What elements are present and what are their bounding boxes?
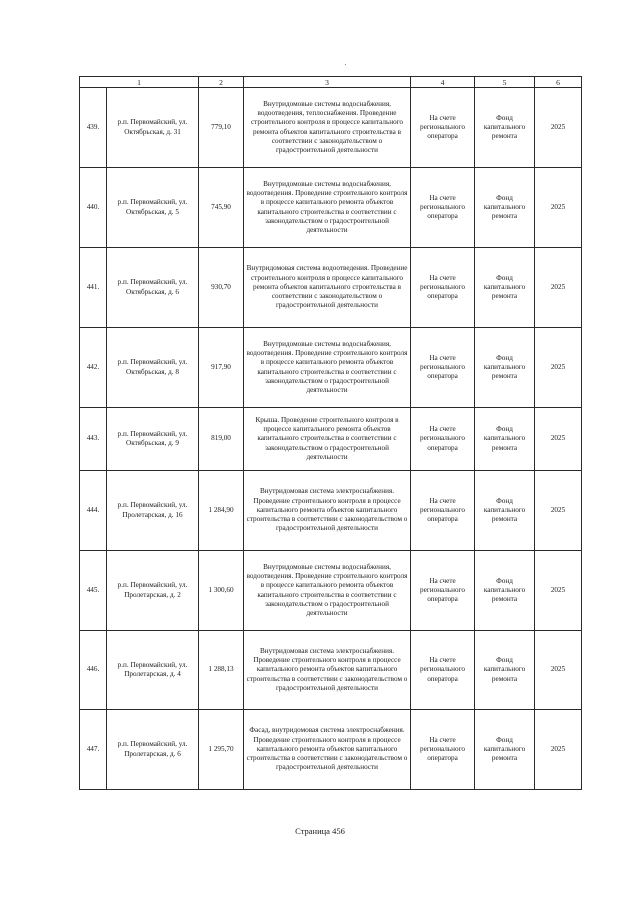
row-number: 441. (80, 248, 107, 328)
funding-source-cell: Фонд капитального ремонта (475, 471, 535, 551)
year-cell: 2025 (535, 710, 582, 790)
scan-speck (345, 64, 346, 65)
row-number: 445. (80, 551, 107, 631)
address-cell: р.п. Первомайский, ул. Октябрьская, д. 5 (107, 168, 199, 248)
header-cell: 6 (535, 77, 582, 88)
area-cell: 1 295,70 (199, 710, 244, 790)
area-cell: 1 284,90 (199, 471, 244, 551)
repair-program-table (79, 76, 582, 790)
table-row (80, 551, 582, 631)
area-cell: 779,10 (199, 88, 244, 168)
row-number: 443. (80, 408, 107, 471)
header-cell: 3 (244, 77, 411, 88)
account-cell: На счете регионального оператора (411, 328, 475, 408)
address-cell: р.п. Первомайский, ул. Октябрьская, д. 6 (107, 248, 199, 328)
address-cell: р.п. Первомайский, ул. Пролетарская, д. 16 (107, 471, 199, 551)
year-cell: 2025 (535, 408, 582, 471)
page-number: Страница 456 (295, 826, 345, 836)
area-cell: 819,00 (199, 408, 244, 471)
area-cell: 1 288,13 (199, 631, 244, 710)
account-cell: На счете регионального оператора (411, 471, 475, 551)
funding-source-cell: Фонд капитального ремонта (475, 631, 535, 710)
row-number: 446. (80, 631, 107, 710)
header-cell: 4 (411, 77, 475, 88)
year-cell: 2025 (535, 631, 582, 710)
account-cell: На счете регионального оператора (411, 168, 475, 248)
account-cell: На счете регионального оператора (411, 408, 475, 471)
funding-source-cell: Фонд капитального ремонта (475, 168, 535, 248)
row-number: 444. (80, 471, 107, 551)
work-description-cell: Внутридомовая система водоотведения. Проведение строительного контроля в процессе капитального ремонта объектов капитального строительства в соответствии с законодательством о градостроительной деятельности (244, 248, 411, 328)
year-cell: 2025 (535, 88, 582, 168)
table-row (80, 710, 582, 790)
row-number: 440. (80, 168, 107, 248)
area-cell: 1 300,60 (199, 551, 244, 631)
year-cell: 2025 (535, 471, 582, 551)
account-cell: На счете регионального оператора (411, 710, 475, 790)
funding-source-cell: Фонд капитального ремонта (475, 710, 535, 790)
work-description-cell: Внутридомовая система электроснабжения. Проведение строительного контроля в процессе капитального ремонта объектов капитального строительства в соответствии с законодательством о градостроительной деятельности (244, 471, 411, 551)
funding-source-cell: Фонд капитального ремонта (475, 248, 535, 328)
table-row (80, 328, 582, 408)
table-row (80, 88, 582, 168)
work-description-cell: Фасад, внутридомовая система электроснабжения. Проведение строительного контроля в процессе капитального ремонта объектов капитального строительства в соответствии с законодательством о градостроительной деятельности (244, 710, 411, 790)
funding-source-cell: Фонд капитального ремонта (475, 88, 535, 168)
work-description-cell: Внутридомовые системы водоснабжения, водоотведения. Проведение строительного контроля в процессе капитального ремонта объектов капитального строительства в соответствии с законодательством о градостроительной деятельности (244, 168, 411, 248)
account-cell: На счете регионального оператора (411, 631, 475, 710)
area-cell: 745,90 (199, 168, 244, 248)
table-row (80, 248, 582, 328)
year-cell: 2025 (535, 248, 582, 328)
account-cell: На счете регионального оператора (411, 551, 475, 631)
funding-source-cell: Фонд капитального ремонта (475, 328, 535, 408)
row-number: 442. (80, 328, 107, 408)
address-cell: р.п. Первомайский, ул. Октябрьская, д. 31 (107, 88, 199, 168)
year-cell: 2025 (535, 328, 582, 408)
row-number: 439. (80, 88, 107, 168)
column-number-header (80, 77, 582, 88)
header-cell: 2 (199, 77, 244, 88)
address-cell: р.п. Первомайский, ул. Пролетарская, д. 4 (107, 631, 199, 710)
account-cell: На счете регионального оператора (411, 88, 475, 168)
address-cell: р.п. Первомайский, ул. Октябрьская, д. 9 (107, 408, 199, 471)
header-cell: 1 (80, 77, 199, 88)
work-description-cell: Внутридомовые системы водоснабжения, водоотведения. Проведение строительного контроля в процессе капитального ремонта объектов капитального строительства в соответствии с законодательством о градостроительной деятельности (244, 551, 411, 631)
work-description-cell: Крыша. Проведение строительного контроля в процессе капитального ремонта объектов капитального строительства в соответствии с законодательством о градостроительной деятельности (244, 408, 411, 471)
work-description-cell: Внутридомовые системы водоснабжения, водоотведения. Проведение строительного контроля в процессе капитального ремонта объектов капитального строительства в соответствии с законодательством о градостроительной деятельности (244, 328, 411, 408)
area-cell: 930,70 (199, 248, 244, 328)
year-cell: 2025 (535, 551, 582, 631)
account-cell: На счете регионального оператора (411, 248, 475, 328)
header-cell: 5 (475, 77, 535, 88)
funding-source-cell: Фонд капитального ремонта (475, 551, 535, 631)
address-cell: р.п. Первомайский, ул. Октябрьская, д. 8 (107, 328, 199, 408)
area-cell: 917,90 (199, 328, 244, 408)
table-row (80, 408, 582, 471)
table-row (80, 168, 582, 248)
work-description-cell: Внутридомовая система электроснабжения. Проведение строительного контроля в процессе капитального ремонта объектов капитального строительства в соответствии с законодательством о градостроительной деятельности (244, 631, 411, 710)
year-cell: 2025 (535, 168, 582, 248)
address-cell: р.п. Первомайский, ул. Пролетарская, д. 6 (107, 710, 199, 790)
row-number: 447. (80, 710, 107, 790)
work-description-cell: Внутридомовые системы водоснабжения, водоотведения, теплоснабжения. Проведение строительного контроля в процессе капитального ремонта объектов капитального строительства в соответствии с законодательством о градостроительной деятельности (244, 88, 411, 168)
table-row (80, 631, 582, 710)
address-cell: р.п. Первомайский, ул. Пролетарская, д. 2 (107, 551, 199, 631)
table-row (80, 471, 582, 551)
funding-source-cell: Фонд капитального ремонта (475, 408, 535, 471)
